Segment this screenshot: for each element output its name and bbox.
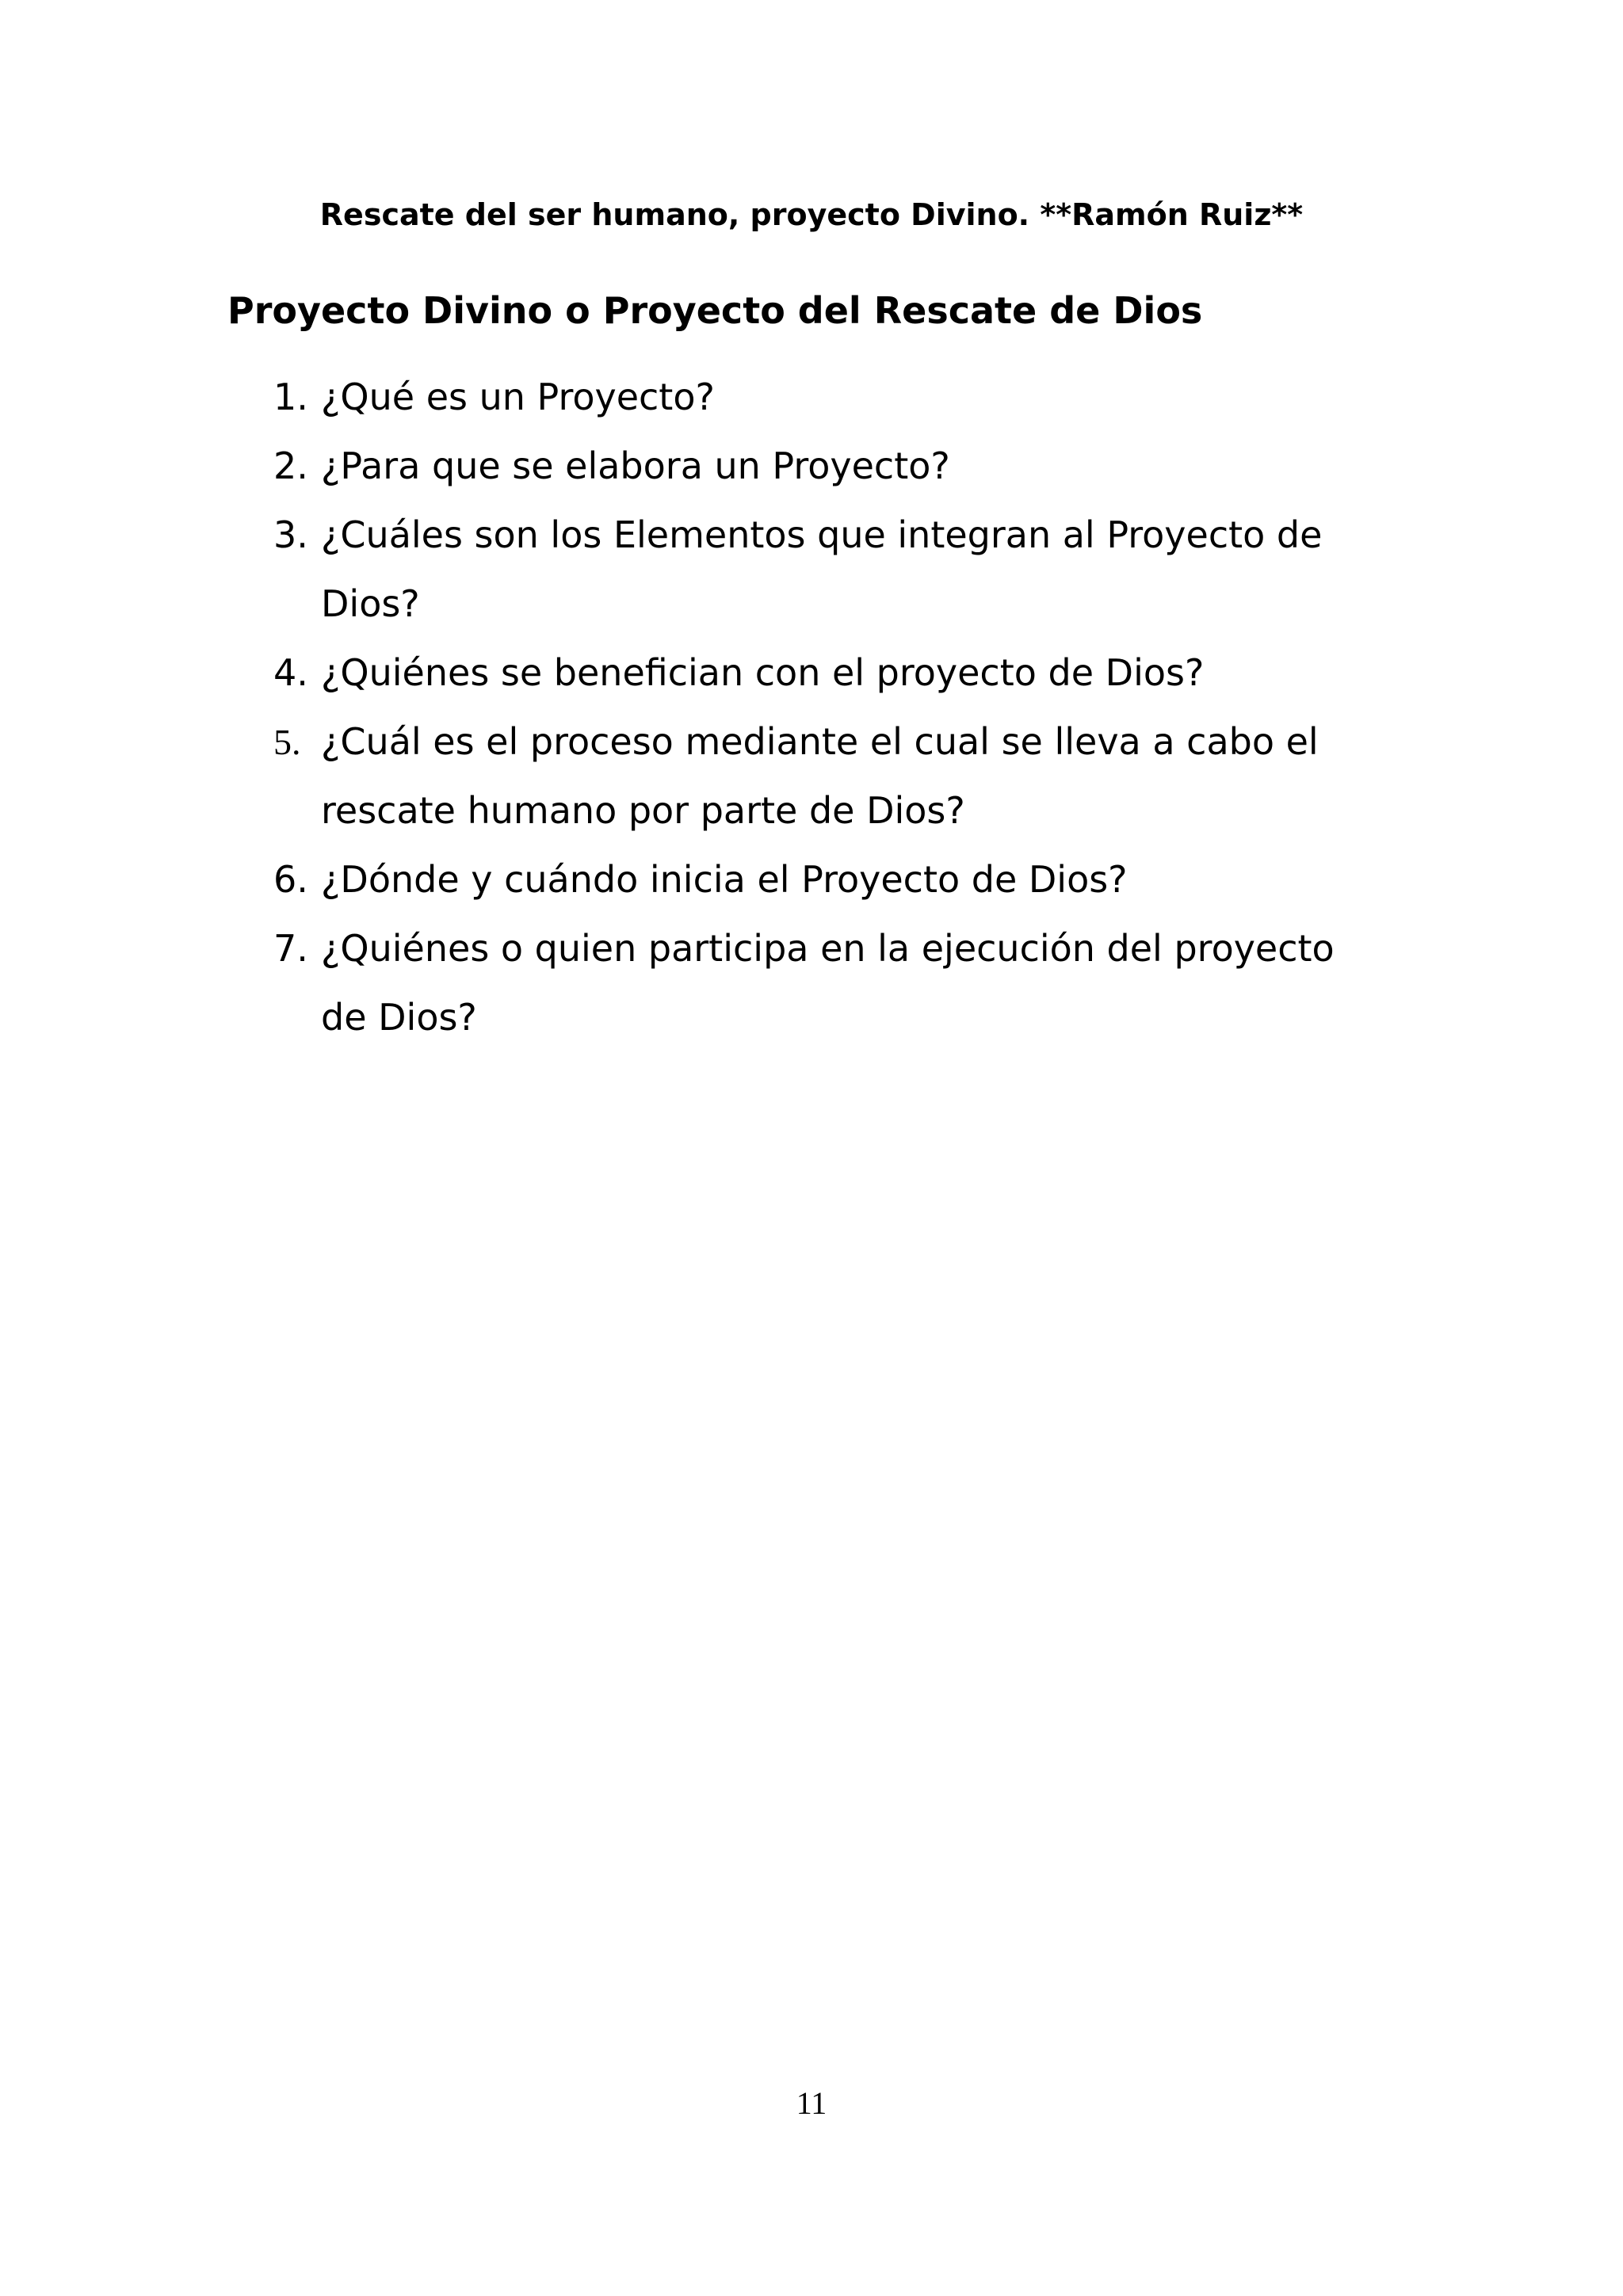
list-item-text: ¿Cuál es el proceso mediante el cual se lleva a cabo el rescate humano por parte de Dios?: [321, 720, 1319, 832]
page-number: 11: [796, 2085, 827, 2121]
list-item-text: ¿Para que se elabora un Proyecto?: [321, 444, 950, 487]
list-item-number: 7.: [273, 927, 308, 970]
list-item: [273, 363, 1383, 432]
list-item-number: 6.: [273, 858, 308, 901]
list-item-number: 3.: [273, 513, 308, 556]
list-item-text: ¿Dónde y cuándo inicia el Proyecto de Dios?: [321, 858, 1128, 901]
list-item: [273, 501, 1383, 639]
section-title: Proyecto Divino o Proyecto del Rescate de Dios: [227, 289, 1203, 332]
list-item: [273, 639, 1383, 707]
list-item-number: 5.: [273, 722, 301, 762]
list-item-number: 1.: [273, 376, 308, 418]
running-header: Rescate del ser humano, proyecto Divino. **Ramón Ruiz**: [319, 197, 1304, 232]
list-item: [273, 707, 1383, 845]
list-item-text: ¿Quiénes o quien participa en la ejecución del proyecto de Dios?: [321, 927, 1335, 1039]
list-item-text: ¿Quiénes se benefician con el proyecto de Dios?: [321, 651, 1205, 694]
list-item-number: 2.: [273, 444, 308, 487]
question-list: [273, 363, 1383, 1052]
list-item: [273, 432, 1383, 501]
list-item-text: ¿Qué es un Proyecto?: [321, 376, 715, 418]
list-item-text: ¿Cuáles son los Elementos que integran al Proyecto de Dios?: [321, 513, 1323, 625]
list-item-number: 4.: [273, 651, 308, 694]
list-item: [273, 845, 1383, 914]
list-item: [273, 914, 1383, 1052]
